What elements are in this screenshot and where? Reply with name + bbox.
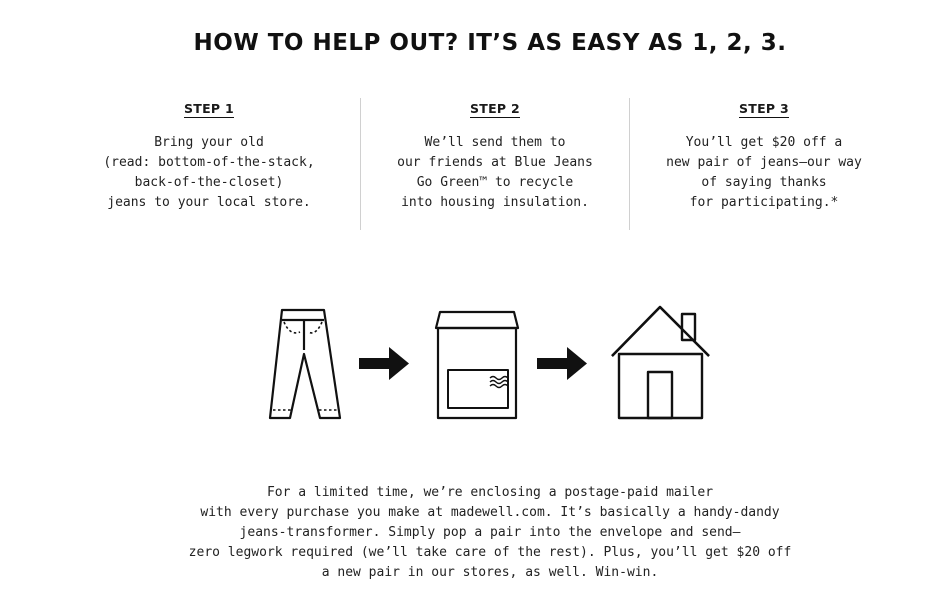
- step-2: [360, 98, 629, 230]
- step-1: [58, 98, 360, 230]
- step-3-title: STEP 3: [738, 101, 790, 116]
- step-2-title: STEP 2: [469, 101, 521, 116]
- recycle-process-illustration: [262, 302, 722, 432]
- step-3-body: You’ll get $20 off a new pair of jeans—our way of saying thanks for participating.*: [666, 135, 862, 210]
- steps-row: [58, 98, 898, 230]
- envelope-icon: [436, 312, 518, 418]
- step-1-body: Bring your old (read: bottom-of-the-stack, back-of-the-closet) jeans to your local store.: [103, 135, 315, 210]
- promo-footer-text: For a limited time, we’re enclosing a postage-paid mailer with every purchase you make at madewell.com. It’s basically a handy-dandy jeans-transformer. Simply pop a pair into the envelope and send— zero legwork required (we’ll take care of the rest). Plus, you’ll get $20 off a new pair in our stores, as well. Win-win.: [188, 485, 792, 580]
- house-icon: [612, 307, 709, 418]
- arrow-right-icon: [537, 347, 587, 380]
- jeans-icon: [270, 310, 340, 418]
- page-headline: HOW TO HELP OUT? IT’S AS EASY AS 1, 2, 3.: [193, 30, 787, 56]
- step-2-body: We’ll send them to our friends at Blue Jeans Go Green™ to recycle into housing insulation.: [397, 135, 593, 210]
- arrow-right-icon: [359, 347, 409, 380]
- step-1-title: STEP 1: [183, 101, 235, 116]
- step-3: [629, 98, 898, 230]
